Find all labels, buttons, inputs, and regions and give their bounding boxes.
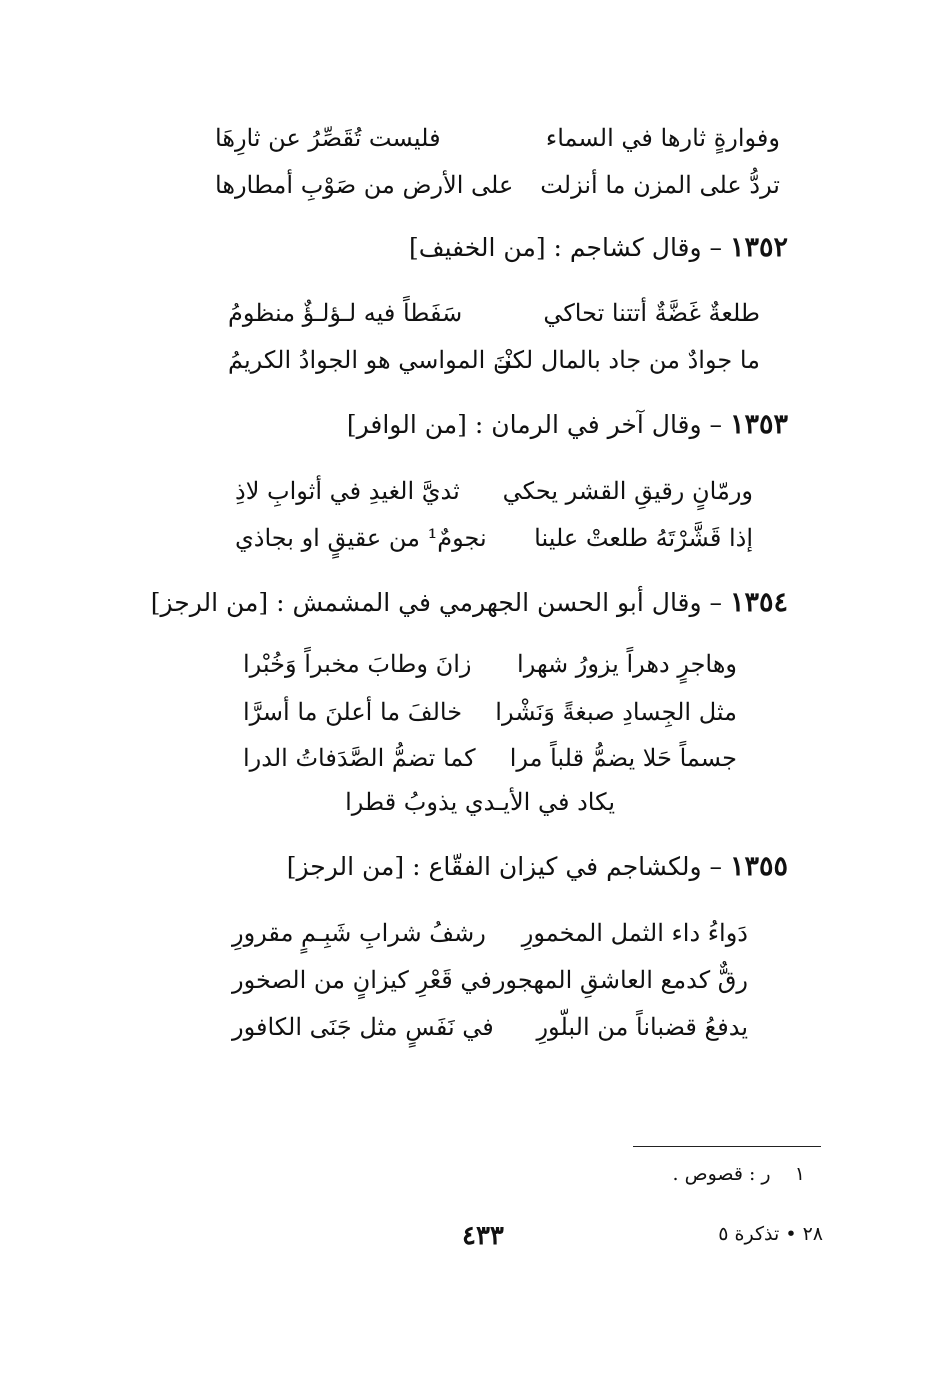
hemistich-right: يدفعُ قضباناً من البلّورِ — [536, 1013, 748, 1041]
verse — [243, 688, 737, 736]
meter-label: [من الخفيف] — [408, 233, 546, 262]
section-heading — [151, 587, 788, 618]
meter-label: [من الوافر] — [346, 410, 467, 439]
hemistich-left: في قَعْرِ كيزانٍ من الصخور — [232, 966, 492, 994]
verse — [235, 514, 753, 562]
hemistich-right: ما جوادٌ من جاد بالمال لكنْـ — [498, 346, 760, 374]
hemistich-left: زانَ وطابَ مخبراً وَخُبْرا — [243, 650, 472, 678]
heading-text: – وقال آخر في الرمان : — [474, 410, 723, 439]
hemistich-right: إذا قَشَّرْتَهُ طلعتْ علينا — [534, 524, 753, 552]
verse — [232, 909, 748, 957]
meter-label: [من الرجز] — [150, 588, 269, 617]
verse — [228, 289, 760, 337]
section-heading — [409, 232, 788, 263]
hemistich-right: وهاجرٍ دهراً يزورُ شهرا — [517, 650, 737, 678]
verse — [232, 956, 748, 1004]
hemistich-right: مثل الجِسادِ صبغةً وَنَشْرا — [495, 698, 737, 726]
hemistich-left: على الأرض من صَوْبِ أمطارها — [215, 171, 514, 199]
hemistich-right: طلعةٌ غَضَّةٌ أتتنا تحاكي — [543, 299, 760, 327]
meter-label: [من الرجز] — [286, 852, 405, 881]
signature-mark: ٢٨ • تذكرة ٥ — [718, 1223, 823, 1245]
verse — [232, 1003, 748, 1051]
hemistich-right: ورمّانٍ رقيقِ القشر يحكي — [502, 477, 753, 505]
verse — [243, 640, 737, 688]
entry-number: ١٣٥٤ — [729, 587, 788, 618]
hemistich-left: ـنَ المواسي هو الجوادُ الكريمُ — [228, 346, 519, 374]
entry-number: ١٣٥٣ — [729, 409, 788, 440]
section-heading — [287, 851, 788, 882]
footnote-rule — [633, 1146, 821, 1147]
hemistich-left: فليست تُقَصِّرُ عن ثارِهَا — [215, 124, 441, 152]
footnote-marker: ١ — [794, 1163, 805, 1185]
hemistich-left: نجومٌ¹ من عقيقٍ او بجاذي — [235, 524, 487, 552]
verse — [243, 734, 737, 782]
entry-number: ١٣٥٥ — [729, 851, 788, 882]
hemistich-left: رشفُ شرابِ شَبِـمٍ مقرورِ — [232, 919, 486, 947]
hemistich-right: رقٌّ كدمع العاشقِ المهجور — [493, 966, 748, 994]
section-heading — [347, 409, 788, 440]
footnote — [673, 1163, 805, 1185]
hemistich-left: في نَفَسٍ مثل جَنَى الكافور — [232, 1013, 494, 1041]
hemistich-right: دَواءُ داء الثمل المخمورِ — [521, 919, 748, 947]
verse — [235, 467, 753, 515]
footnote-text: ر : قصوص . — [672, 1163, 771, 1185]
page-number: ٤٣٣ — [462, 1221, 504, 1251]
hemistich-left: كما تضمُّ الصَّدَفاتُ الدرا — [243, 744, 476, 772]
verse — [215, 114, 780, 162]
single-verse: يكاد في الأيـدي يذوبُ قطرا — [345, 788, 615, 816]
hemistich-right: جسماً حَلا يضمُّ قلباً مرا — [509, 744, 737, 772]
heading-text: – وقال أبو الحسن الجهرمي في المشمش : — [276, 588, 723, 617]
verse — [215, 161, 780, 209]
hemistich-right: تردُّ على المزن ما أنزلت — [540, 171, 780, 199]
heading-text: – ولكشاجم في كيزان الفقّاع : — [412, 852, 723, 881]
entry-number: ١٣٥٢ — [729, 232, 788, 263]
hemistich-left: ثديَّ الغيدِ في أثوابِ لاذِ — [235, 477, 460, 505]
heading-text: – وقال كشاجم : — [553, 233, 723, 262]
verse — [228, 336, 760, 384]
hemistich-left: سَفَطاً فيه لـؤلـؤٌ منظومُ — [228, 299, 463, 327]
hemistich-right: وفوارةٍ ثارها في السماء — [545, 124, 780, 152]
hemistich-left: خالفَ ما أعلنَ ما أسرَّا — [243, 698, 463, 726]
